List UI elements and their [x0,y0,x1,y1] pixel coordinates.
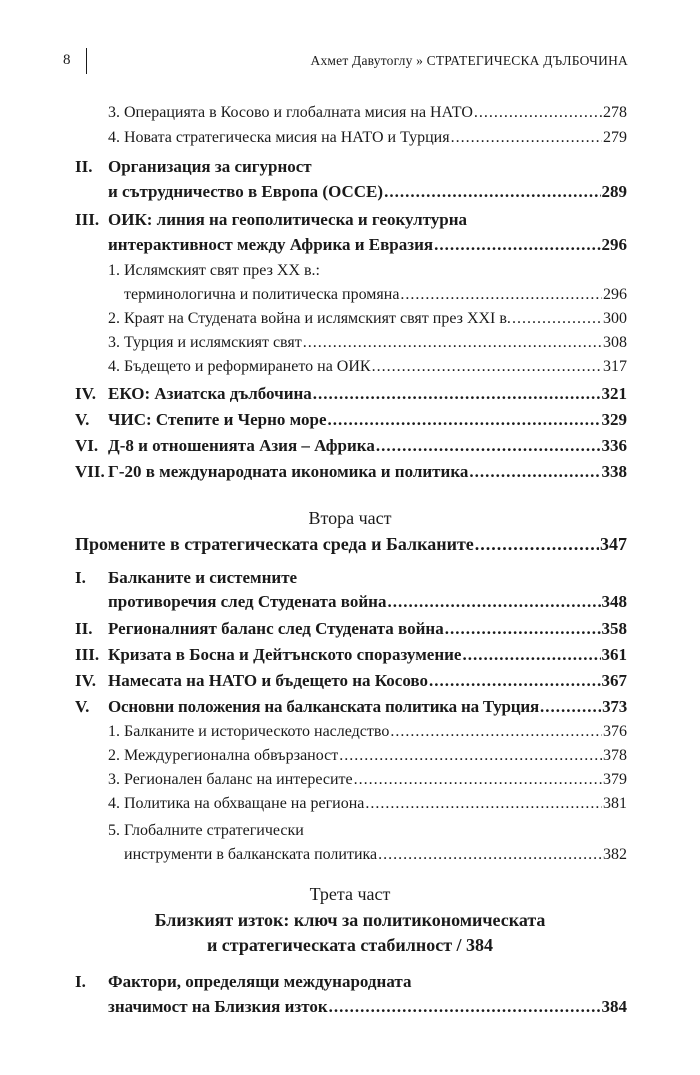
leader-dots [387,592,600,612]
section-page: 336 [601,436,627,455]
part-page: 347 [600,534,627,554]
toc-entry[interactable] [124,846,627,864]
leader-dots [354,771,602,789]
toc-entry-title: 4. Бъдещето и реформирането на ОИК [108,358,371,375]
section-page: 296 [601,235,627,254]
toc-entry[interactable] [108,104,627,122]
toc-entry-page: 381 [603,795,627,812]
leader-dots [303,334,602,352]
toc-section[interactable] [108,592,627,612]
toc-section[interactable] [108,997,627,1017]
leader-dots [445,619,601,639]
toc-section[interactable] [108,182,627,202]
toc-section[interactable] [108,235,627,255]
section-title-line1: Организация за сигурност [108,157,312,176]
section-title: ЧИС: Степите и Черно море [108,410,327,429]
section-title: Регионалният баланс след Студената война [108,619,444,638]
toc-entry[interactable] [108,334,627,352]
part-label: Трета част [309,884,391,904]
toc-section[interactable] [108,436,627,456]
toc-entry[interactable] [108,723,627,741]
section-numeral: I. [75,972,86,991]
leader-dots [540,697,601,717]
section-numeral: V. [75,697,90,716]
section-title-line2: значимост на Близкия изток [108,997,328,1016]
toc-entry[interactable] [108,358,627,376]
section-numeral: III. [75,645,100,664]
toc-entry-title: 4. Политика на обхващане на региона [108,795,365,812]
section-title: Основни положения на балканската политика на Турция [108,697,539,716]
leader-dots [378,846,602,864]
toc-section[interactable] [108,619,627,639]
leader-dots [313,384,601,404]
toc-section[interactable] [108,671,627,691]
page-number: 8 [63,52,71,68]
toc-section[interactable] [108,697,627,717]
toc-entry-title: 3. Турция и ислямският свят [108,334,302,351]
toc-entry-title: 4. Новата стратегическа мисия на НАТО и Турция [108,129,450,146]
toc-entry-page: 376 [603,723,627,740]
toc-entry-page: 296 [603,286,627,303]
toc-entry[interactable] [108,771,627,789]
leader-dots [429,671,601,691]
toc-entry[interactable] [124,286,627,304]
part-title-line1[interactable]: Близкият изток: ключ за политикономическата [154,910,546,930]
section-numeral: VI. [75,436,99,455]
section-page: 348 [601,592,627,611]
section-page: 289 [601,182,627,201]
section-numeral: III. [75,210,100,229]
section-title-line2: и сътрудничество в Европа (ОССЕ) [108,182,384,201]
leader-dots [475,534,599,555]
section-page: 361 [601,645,627,664]
section-title: Г-20 в международната икономика и политика [108,462,469,481]
leader-dots [376,436,601,456]
section-numeral: II. [75,619,93,638]
leader-dots [434,235,600,255]
section-page: 338 [601,462,627,481]
section-numeral: V. [75,410,90,429]
leader-dots [512,310,602,328]
toc-entry-title: инструменти в балканската политика [124,846,378,863]
section-numeral: VII. [75,462,105,481]
toc-entry[interactable] [108,129,627,147]
leader-dots [451,129,602,147]
leader-dots [372,358,602,376]
section-page: 384 [601,997,627,1016]
section-numeral: IV. [75,384,96,403]
section-title-line1: Фактори, определящи международната [108,972,412,991]
toc-entry-page: 300 [603,310,627,327]
toc-entry[interactable] [108,747,627,765]
toc-entry-page: 279 [603,129,627,146]
leader-dots [384,182,600,202]
leader-dots [390,723,602,741]
section-title-line2: интерактивност между Африка и Евразия [108,235,434,254]
leader-dots [328,410,601,430]
toc-entry-line1: 5. Глобалните стратегически [108,822,304,839]
leader-dots [339,747,602,765]
leader-dots [474,104,602,122]
toc-entry-title: 2. Междурегионална обвързаност [108,747,339,764]
leader-dots [329,997,601,1017]
section-title-line2: противоречия след Студената война [108,592,387,611]
section-title-line1: ОИК: линия на геополитическа и геокултурна [108,210,467,229]
section-page: 358 [601,619,627,638]
toc-section[interactable] [108,384,627,404]
section-title: Д-8 и отношенията Азия – Африка [108,436,375,455]
toc-entry[interactable] [108,795,627,813]
toc-entry-line1: 1. Ислямският свят през ХХ в.: [108,262,320,279]
section-numeral: I. [75,568,86,587]
part-title-text: Промените в стратегическата среда и Балканите [75,534,474,554]
part-title-line2[interactable]: и стратегическата стабилност / 384 [206,935,494,955]
toc-entry-page: 317 [603,358,627,375]
part-label: Втора част [308,508,392,528]
toc-entry-title: 3. Операцията в Косово и глобалната мисия на НАТО [108,104,473,121]
leader-dots [462,645,600,665]
part-title[interactable] [75,534,627,555]
toc-entry-title: терминологична и политическа промяна [124,286,400,303]
section-title: ЕКО: Азиатска дълбочина [108,384,312,403]
toc-section[interactable] [108,410,627,430]
running-title: Ахмет Давутоглу » СТРАТЕГИЧЕСКА ДЪЛБОЧИНА [310,53,628,68]
leader-dots [469,462,600,482]
toc-entry-title: 1. Балканите и историческото наследство [108,723,390,740]
toc-entry-page: 379 [603,771,627,788]
section-title: Кризата в Босна и Дейтънското споразумение [108,645,462,664]
toc-section[interactable] [108,462,627,482]
toc-entry-page: 308 [603,334,627,351]
section-title-line1: Балканите и системните [108,568,298,587]
section-page: 329 [601,410,627,429]
toc-entry-title: 2. Краят на Студената война и ислямският свят през ХХI в. [108,310,511,327]
leader-dots [400,286,602,304]
toc-section[interactable] [108,645,627,665]
section-page: 373 [602,697,627,716]
toc-entry-page: 278 [603,104,627,121]
toc-entry-title: 3. Регионален баланс на интересите [108,771,353,788]
section-page: 367 [601,671,627,690]
leader-dots [365,795,602,813]
section-title: Намесата на НАТО и бъдещето на Косово [108,671,428,690]
section-page: 321 [601,384,627,403]
toc-entry-page: 378 [603,747,627,764]
section-numeral: II. [75,157,93,176]
toc-entry-page: 382 [603,846,627,863]
toc-entry[interactable] [108,310,627,328]
section-numeral: IV. [75,671,96,690]
